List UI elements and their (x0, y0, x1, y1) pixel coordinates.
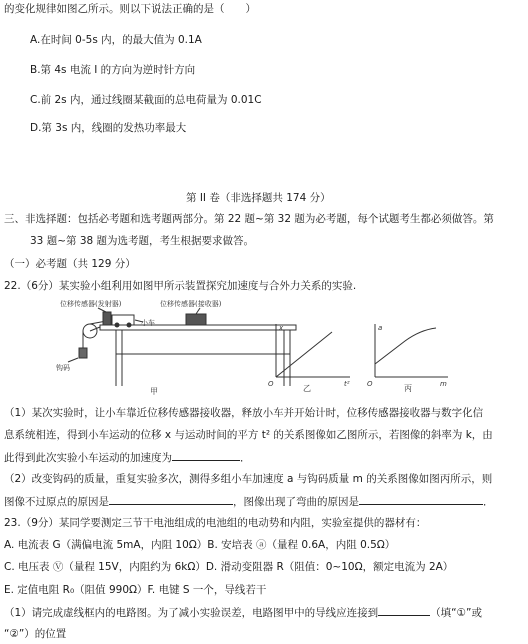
leader-line (98, 308, 106, 312)
option-c: C.前 2s 内，通过线圈某截面的总电荷量为 0.01C (30, 94, 262, 106)
pulley-bracket (90, 327, 100, 331)
question-stem-tail: 的变化规律如图乙所示。则以下说法正确的是（ ） (4, 3, 256, 15)
q23-items-line3: E. 定值电阻 R₀（阻值 990Ω）F. 电键 S 一个，导线若干 (4, 584, 267, 596)
answer-blank-offset-reason[interactable] (109, 494, 233, 505)
label-sensor-receiver: 位移传感器(接收器) (160, 300, 222, 308)
q23-p1-line1-end: （填“①”或 (430, 607, 482, 619)
option-b: B.第 4s 电流 I 的方向为逆时针方向 (30, 64, 196, 76)
bing-m-label: m (440, 380, 447, 388)
q22-p1-line3 (4, 450, 251, 465)
leader-line (68, 358, 78, 362)
yi-x-label: x (279, 324, 284, 332)
option-a: A.在时间 0-5s 内，的最大值为 0.1A (30, 34, 202, 46)
sensor-receiver (186, 314, 206, 325)
label-bing: 丙 (404, 384, 412, 393)
answer-blank-acceleration[interactable] (172, 450, 240, 461)
subsection-title: （一）必考题（共 129 分） (4, 258, 136, 270)
option-d: D.第 3s 内，线圈的发热功率最大 (30, 122, 187, 134)
q22-p2-line2 (4, 494, 494, 509)
q22-p1-line1: （1）某次实验时，让小车靠近位移传感器接收器，释放小车并开始计时，位移传感器接收器与数字化信 (4, 407, 484, 419)
figure-jia-apparatus (68, 308, 296, 386)
q22-p1-line3-text: 此得到此次实验小车运动的加速度为 (4, 452, 172, 464)
q23-items-line1: A. 电流表 G（满偏电流 5mA，内阻 10Ω）B. 安培表 ⓐ（量程 0.6A，内阻 0.5Ω） (4, 539, 396, 551)
yi-origin: O (268, 380, 274, 388)
cart-wheel (115, 323, 119, 327)
bing-curve (375, 328, 436, 364)
cart-wheel (127, 323, 131, 327)
leader-line (196, 308, 200, 314)
bing-a-label: a (378, 324, 383, 332)
figure-yi-graph (276, 324, 350, 377)
q23-p1-line2: “②”）的位置 (4, 628, 67, 640)
q22-p1-line3-end: ． (240, 452, 251, 464)
q23-p1-line1-text: （1）请完成虚线框内的电路图。为了减小实验误差，电路图甲中的导线应连接到 (4, 607, 379, 619)
bing-origin: O (367, 380, 373, 388)
sensor-transmitter (103, 312, 111, 325)
q22-p1-line2: 息系统相连，得到小车运动的位移 x 与运动时间的平方 t² 的关系图像如乙图所示，若图像的斜率为 k，由 (4, 429, 493, 441)
section-intro-line2: 33 题~第 38 题为选考题，考生根据要求做答。 (30, 235, 255, 247)
q22-p2-line2a: 图像不过原点的原因是 (4, 496, 109, 508)
label-yi: 乙 (303, 384, 311, 393)
q22-stem: 22.（6分）某实验小组利用如图甲所示装置探究加速度与合外力关系的实验. (4, 280, 357, 292)
figure-bing-graph (375, 324, 448, 377)
label-jia: 甲 (150, 387, 158, 396)
yi-t-label: t² (344, 380, 350, 388)
q22-p2-line2-end: ． (483, 496, 494, 508)
section-intro-line1: 三、非选择题：包括必考题和选考题两部分。第 22 题~第 32 题为必考题，每个试题考生都必须做答。第 (4, 213, 494, 225)
label-sensor-transmitter: 位移传感器(发射器) (60, 300, 122, 308)
q22-p2-line2b: ，图像出现了弯曲的原因是 (233, 496, 359, 508)
label-weight: 钩码 (56, 364, 70, 372)
label-cart: 小车 (141, 319, 155, 327)
answer-blank-wire-position[interactable] (378, 605, 430, 616)
q23-p1-line1 (4, 605, 482, 620)
q22-figure (0, 296, 528, 396)
section-title: 第 II 卷（非选择题共 174 分） (186, 192, 331, 204)
q23-stem: 23.（9分）某同学要测定三节干电池组成的电池组的电动势和内阻，实验室提供的器材有： (4, 517, 427, 529)
q23-items-line2: C. 电压表 Ⓥ（量程 15V，内阻约为 6kΩ）D. 滑动变阻器 R（阻值：0~10Ω，额定电流为 2A） (4, 561, 454, 573)
answer-blank-curve-reason[interactable] (359, 494, 483, 505)
weight-block (79, 348, 87, 358)
q22-p2-line1: （2）改变钩码的质量，重复实验多次，测得多组小车加速度 a 与钩码质量 m 的关系图像如图丙所示，则 (4, 473, 493, 485)
